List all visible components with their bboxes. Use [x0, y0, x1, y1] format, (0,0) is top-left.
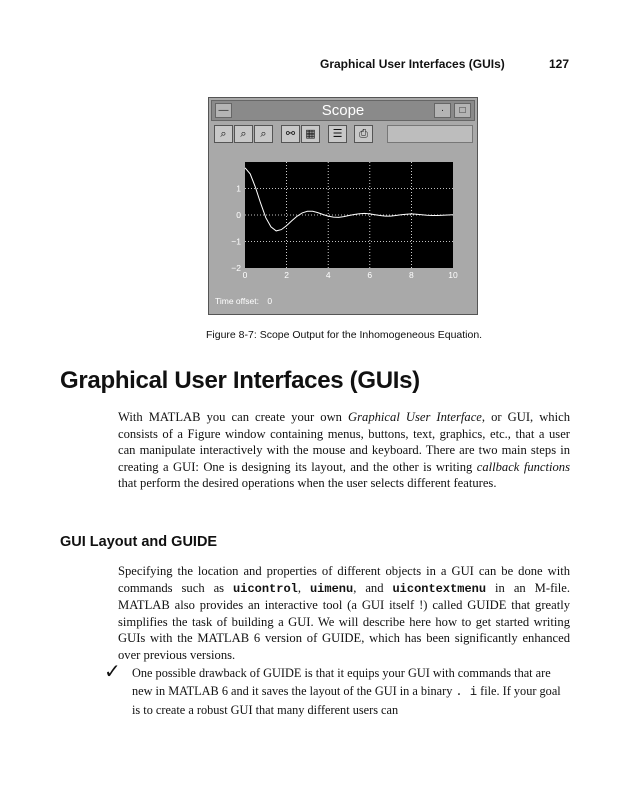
intro-text-1: With MATLAB you can create your own — [118, 410, 349, 424]
time-offset — [215, 296, 272, 306]
note-paragraph — [132, 664, 568, 719]
time-offset-value: 0 — [267, 296, 273, 306]
scope-plot — [209, 146, 477, 296]
guide-text-2: , — [297, 580, 310, 595]
scope-window — [208, 97, 478, 315]
note-text-1: One possible drawback of GUIDE is that it equips your GUI with commands that are new in MATLAB 6 and it saves the layout of the GUI in a binary — [132, 666, 551, 698]
intro-paragraph — [118, 409, 570, 492]
intro-text-2: , or GUI, which consists of a Figure window containing menus, buttons, text, graphics, etc., that a user can manipulate interactively with the mouse and keyboard. There are two main steps in creating a GUI: One is designing its layout, and the other is writing — [118, 410, 570, 474]
guide-paragraph — [118, 563, 570, 664]
code-uimenu: uimenu — [309, 581, 354, 596]
y-tick-label: −1 — [231, 236, 241, 247]
scope-titlebar — [211, 100, 475, 121]
scope-toolbar — [211, 123, 475, 145]
guide-text-3: , and — [353, 580, 393, 595]
subsection-heading: GUI Layout and GUIDE — [60, 534, 218, 550]
binoculars-icon[interactable]: ⚯ — [281, 125, 300, 143]
code-fig-extension: . i — [455, 685, 478, 699]
print-icon[interactable]: ⎙ — [354, 125, 373, 143]
figure-caption: Figure 8-7: Scope Output for the Inhomogeneous Equation. — [206, 329, 483, 341]
y-tick-label: 1 — [236, 183, 241, 194]
term-gui: Graphical User Interface — [348, 410, 482, 424]
guide-text-1: Specifying the location and properties of different objects in a GUI can be done with commands such as — [118, 564, 570, 595]
y-tick-label: −2 — [231, 263, 241, 273]
intro-text-3: that perform the desired operations when the user selects different features. — [118, 476, 497, 491]
window-title: Scope — [321, 102, 365, 119]
section-heading: Graphical User Interfaces (GUIs) — [60, 367, 420, 394]
toolbar-spacer — [387, 125, 473, 143]
zoom-x-icon[interactable]: ⌕ — [234, 125, 253, 143]
guide-text-4: in an M-file. MATLAB also provides an interactive tool (a GUI itself !) called GUIDE that greatly simplifies the task of building a GUI. We will describe here how to get started writing GUIs with the MATLAB 6 version of GUIDE, which has been significantly enhanced over previous versions. — [118, 580, 570, 662]
zoom-in-icon[interactable]: ⌕ — [214, 125, 233, 143]
x-tick-label: 2 — [284, 270, 289, 280]
x-tick-label: 8 — [409, 270, 414, 280]
x-tick-label: 0 — [242, 270, 248, 280]
maximize-button[interactable]: □ — [454, 103, 471, 118]
y-tick-label: 0 — [236, 210, 241, 220]
minimize-button[interactable]: · — [434, 103, 451, 118]
checkmark-icon: ✓ — [104, 661, 121, 683]
note-text-2: file. If your goal is to create a robust GUI that many different users can — [132, 684, 561, 717]
term-callback-functions: callback functions — [476, 459, 570, 474]
x-tick-label: 10 — [448, 270, 458, 280]
code-uicontextmenu: uicontextmenu — [392, 581, 487, 596]
x-tick-label: 6 — [367, 270, 373, 280]
x-tick-label: 4 — [325, 270, 331, 280]
running-head: Graphical User Interfaces (GUIs) — [320, 57, 505, 71]
properties-icon[interactable]: ☰ — [328, 125, 347, 143]
time-offset-label: Time offset: — [215, 296, 259, 306]
save-axes-icon[interactable]: ▦ — [301, 125, 320, 143]
zoom-y-icon[interactable]: ⌕ — [254, 125, 273, 143]
page-number: 127 — [549, 57, 570, 71]
window-menu-button[interactable]: — — [215, 103, 232, 118]
code-uicontrol: uicontrol — [233, 581, 298, 596]
